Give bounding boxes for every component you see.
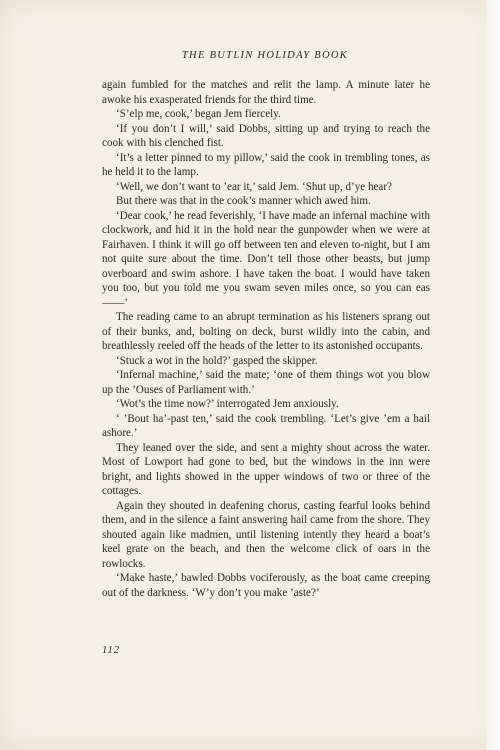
- paragraph: ‘Dear cook,’ he read feverishly, ‘I have made an infernal machine with clockwork, and hid it in the hold near the gunpowder when we were at Fairhaven. I think it will go off between ten and eleven to-night, but I am not quite sure about the time. Don’t tell those other beasts, but jump overboard and swim ashore. I have taken the boat. I would have taken you too, but you told me you swam seven miles once, so you can eas——’: [102, 209, 430, 309]
- paragraph: ‘ ’Bout ha’-past ten,’ said the cook trembling. ‘Let’s give ’em a hail ashore.’: [102, 412, 430, 439]
- running-head: THE BUTLIN HOLIDAY BOOK: [181, 50, 349, 61]
- paragraph: But there was that in the cook’s manner which awed him.: [116, 195, 371, 207]
- page-number: 112: [102, 645, 120, 656]
- paragraph: ‘It’s a letter pinned to my pillow,’ said the cook in trembling tones, as he held it to the lamp.: [102, 151, 430, 178]
- paragraph: ‘Well, we don’t want to ’ear it,’ said Jem. ‘Shut up, d’ye hear?: [116, 180, 392, 193]
- paragraph: ‘If you don’t I will,’ said Dobbs, sitting up and trying to reach the cook with his clenched fist.: [102, 122, 430, 149]
- paragraph: ‘Make haste,’ bawled Dobbs vociferously, as the boat came creeping out of the darkness. ‘W’y don’t you make ’aste?’: [102, 572, 430, 599]
- paragraph: The reading came to an abrupt termination as his listeners sprang out of their bunks, and, bolting on deck, burst wildly into the cabin, and breathlessly reeled off the heads of the letter to its astonished occupants.: [102, 311, 430, 352]
- paragraph: ‘Infernal machine,’ said the mate; ‘one of them things wot you blow up the ’Ouses of Parliament with.’: [102, 369, 430, 396]
- paragraph: ‘Stuck a wot in the hold?’ gasped the skipper.: [116, 354, 318, 367]
- paragraph: ‘Wot’s the time now?’ interrogated Jem anxiously.: [116, 398, 339, 410]
- page-edge: [486, 0, 500, 750]
- paragraph: ‘S’elp me, cook,’ began Jem fiercely.: [116, 108, 281, 120]
- paragraph: again fumbled for the matches and relit the lamp. A minute later he awoke his exasperated friends for the third time.: [102, 79, 430, 106]
- body-text: [102, 78, 430, 600]
- paragraph: They leaned over the side, and sent a mighty shout across the water. Most of Lowport had gone to bed, but the windows in the inn were bright, and lights showed in the upper windows of two or three of the cottages.: [102, 441, 430, 497]
- paragraph: Again they shouted in deafening chorus, casting fearful looks behind them, and in the silence a faint answering hail came from the shore. They shouted again like madmen, until listening intently they heard a boat’s keel grate on the beach, and then the welcome click of oars in the rowlocks.: [102, 499, 430, 570]
